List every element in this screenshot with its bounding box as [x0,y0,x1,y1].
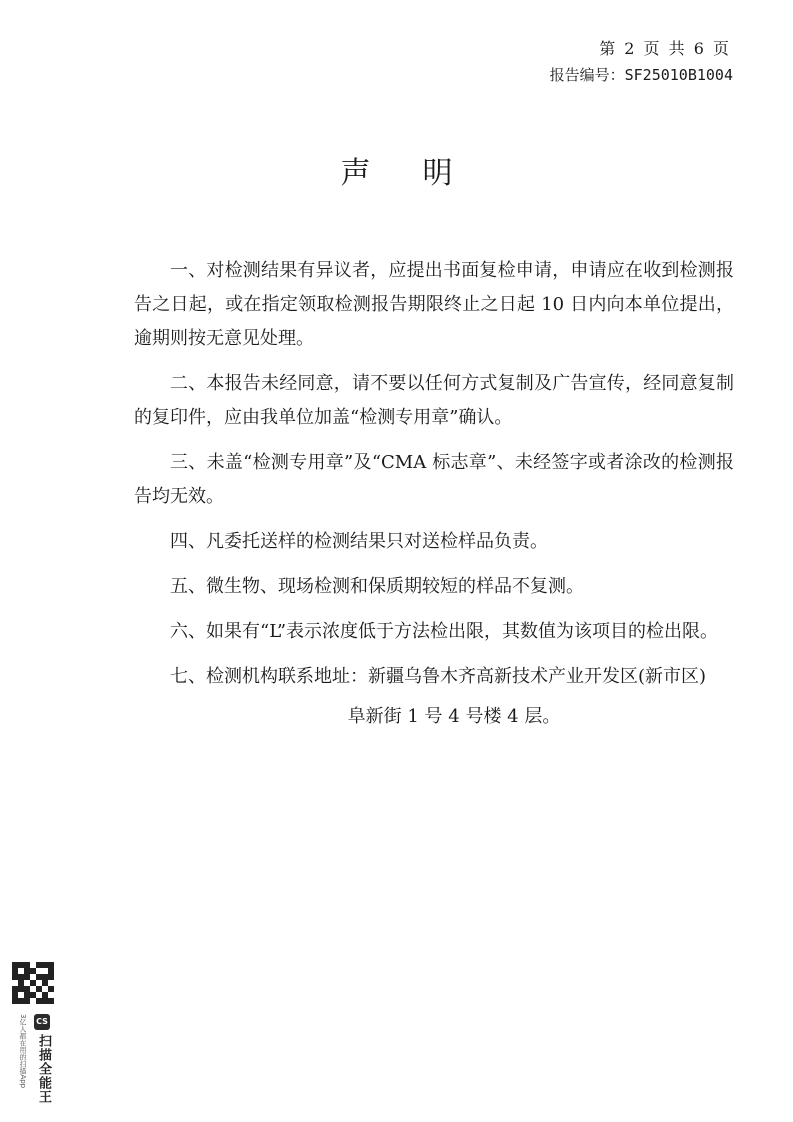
scanner-app-badge [12,962,58,1112]
statement-body [134,254,734,734]
page-info: 第 2 页 共 6 页 [599,39,731,58]
statement-item-4: 四、凡委托送样的检测结果只对送检样品负责。 [170,531,548,552]
address-line-2: 阜新街 1 号 4 号楼 4 层。 [347,706,561,727]
report-number: 报告编号：SF25010B1004 [549,66,733,84]
document-title: 声明 [340,156,505,191]
app-name: 扫描全能王 [36,1034,51,1104]
statement-item-6: 六、如果有“L”表示浓度低于方法检出限，其数值为该项目的检出限。 [170,621,719,642]
statement-item-1: 一、对检测结果有异议者，应提出书面复检申请，申请应在收到检测报告之日起，或在指定领取检测报告期限终止之日起 10 日内向本单位提出，逾期则按无意见处理。 [134,260,734,349]
statement-item-3: 三、未盖“检测专用章”及“CMA 标志章”、未经签字或者涂改的检测报告均无效。 [134,452,734,507]
statement-item-7 [134,660,734,734]
app-tagline: 3亿人都在用的扫描App [19,1014,27,1089]
qr-code-icon [12,962,54,1004]
statement-item-2: 二、本报告未经同意，请不要以任何方式复制及广告宣传，经同意复制的复印件，应由我单位加盖“检测专用章”确认。 [134,373,734,428]
address-line-1: 七、检测机构联系地址：新疆乌鲁木齐高新技术产业开发区(新市区) [170,666,707,687]
statement-item-5: 五、微生物、现场检测和保质期较短的样品不复测。 [170,576,584,597]
camscanner-logo-icon: CS [34,1014,50,1030]
